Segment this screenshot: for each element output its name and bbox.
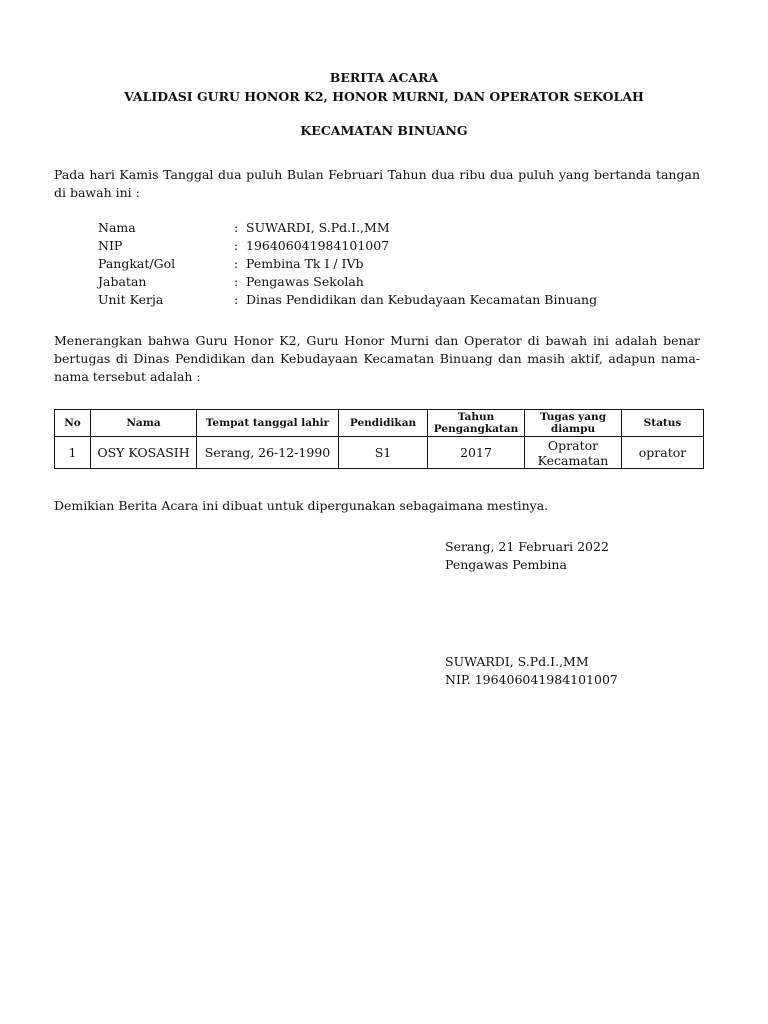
detail-label-nama: Nama [98,220,136,235]
document-subtitle: VALIDASI GURU HONOR K2, HONOR MURNI, DAN OPERATOR SEKOLAH [124,89,644,104]
detail-colon: : [234,238,239,253]
detail-label-nip: NIP [98,238,123,253]
closing-paragraph: Demikian Berita Acara ini dibuat untuk dipergunakan sebagaimana mestinya. [54,498,549,513]
detail-label-jabatan: Jabatan [98,274,147,289]
detail-label-pangkat: Pangkat/Gol [98,256,176,271]
signature-place-date: Serang, 21 Februari 2022 [445,539,609,554]
header-tahun [428,410,525,437]
signature-name: SUWARDI, S.Pd.I.,MM [445,654,589,669]
detail-value-nip: 196406041984101007 [246,238,390,253]
signature-role: Pengawas Pembina [445,557,567,572]
detail-value-unit-kerja: Dinas Pendidikan dan Kebudayaan Kecamatan Binuang [246,292,598,307]
header-pendidikan: Pendidikan [339,410,428,437]
document-title: BERITA ACARA [329,70,439,85]
district-heading: KECAMATAN BINUANG [300,123,468,138]
cell-pendidikan: S1 [339,437,428,469]
header-tugas-line2: diampu [550,423,596,435]
signature-footer [445,653,618,689]
intro-paragraph: Pada hari Kamis Tanggal dua puluh Bulan Februari Tahun dua ribu dua puluh yang bertanda tangan di bawah ini : [54,167,700,200]
detail-colon: : [234,220,239,235]
statement-paragraph: Menerangkan bahwa Guru Honor K2, Guru Honor Murni dan Operator di bawah ini adalah benar bertugas di Dinas Pendidikan dan Kebudayaan Kecamatan Binuang dan masih aktif, adapun nama-nama tersebut adalah : [54,333,700,384]
cell-no: 1 [55,437,91,469]
cell-status: oprator [622,437,704,469]
detail-value-jabatan: Pengawas Sekolah [246,274,364,289]
signature-nip: NIP. 196406041984101007 [445,672,618,687]
header-status: Status [622,410,704,437]
detail-value-pangkat: Pembina Tk I / IVb [246,256,364,271]
detail-colon: : [234,292,239,307]
cell-tugas [525,437,622,469]
header-nama: Nama [91,410,197,437]
header-tahun-line1: Tahun [457,411,495,423]
cell-tugas-line2: Kecamatan [537,452,609,468]
detail-label-unit-kerja: Unit Kerja [98,292,164,307]
cell-tahun: 2017 [428,437,525,469]
header-tugas [525,410,622,437]
cell-ttl: Serang, 26-12-1990 [197,437,339,469]
header-ttl: Tempat tanggal lahir [197,410,339,437]
detail-colon: : [234,256,239,271]
header-tugas-line1: Tugas yang [539,411,607,423]
table-row [55,437,704,469]
header-no: No [55,410,91,437]
cell-tugas-line1: Oprator [547,437,599,453]
cell-nama: OSY KOSASIH [91,437,197,469]
detail-value-nama: SUWARDI, S.Pd.I.,MM [246,220,390,235]
signature-header [445,538,609,574]
table-header-row [55,410,704,437]
staff-table [54,409,704,469]
header-tahun-line2: Pengangkatan [433,423,519,435]
detail-colon: : [234,274,239,289]
